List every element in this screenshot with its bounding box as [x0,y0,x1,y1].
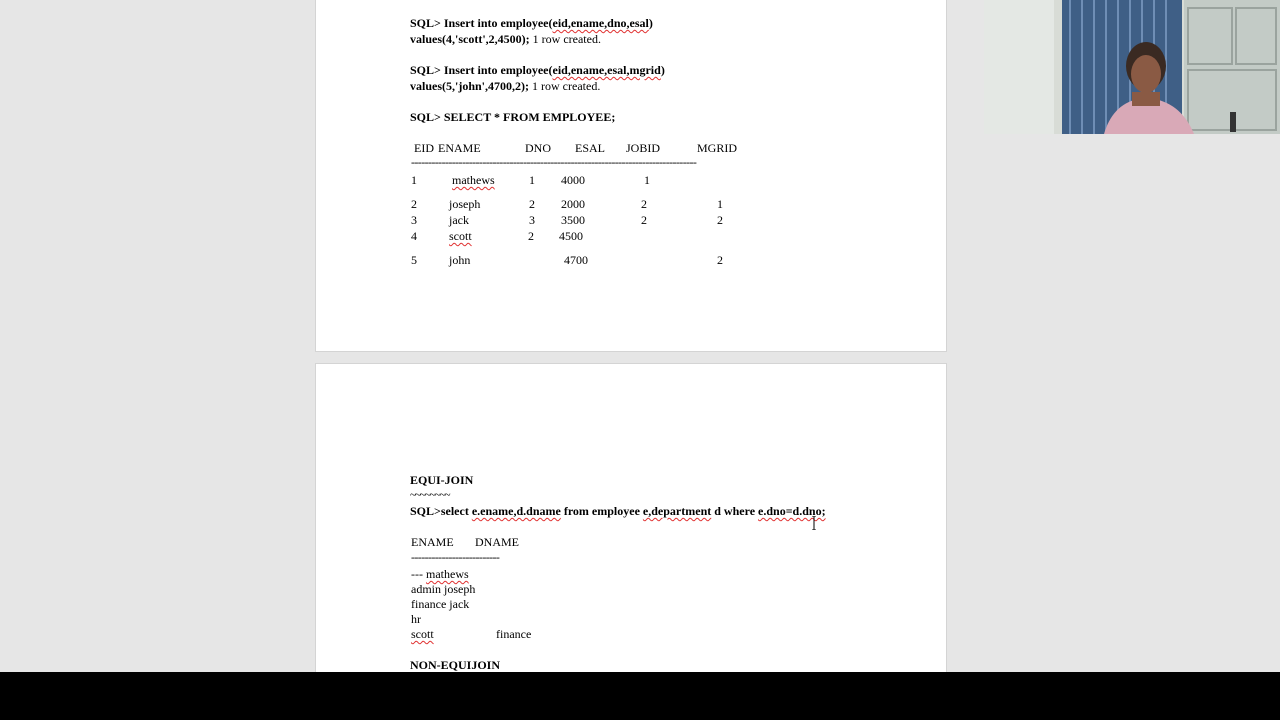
cell-jobid: 2 [641,213,647,227]
equijoin-heading: EQUI-JOIN [410,473,474,487]
webcam-frame-icon [984,0,1280,134]
result-row: admin joseph [411,582,476,596]
nonequijoin-heading: NON-EQUIJOIN [410,658,501,672]
insert-statement-1-line-1: SQL> Insert into employee(eid,ename,dno,esal) [410,16,653,30]
document-page-1 [315,0,947,352]
cell-esal: 4700 [564,253,588,267]
result-row: finance jack [411,597,470,611]
col-header-mgrid: MGRID [697,141,738,155]
cell-esal: 3500 [561,213,585,227]
cell-ename: jack [449,213,469,227]
insert-statement-2-line-1: SQL> Insert into employee(eid,ename,esal,mgrid) [410,63,665,77]
cell-esal: 4500 [559,229,583,243]
col-header-dno: DNO [525,141,551,155]
cell-eid: 2 [411,197,417,211]
cell-ename: joseph [449,197,481,211]
cell-mgrid: 2 [717,213,723,227]
cell-ename: mathews [452,173,495,187]
cell-dno: 2 [528,229,534,243]
cell-ename: john [449,253,471,267]
result-row-dname: finance [496,627,532,641]
cell-eid: 1 [411,173,417,187]
result-separator: -------------------------- [411,550,500,564]
result-header-dname: DNAME [475,535,519,549]
col-header-ename: ENAME [438,141,481,155]
cell-mgrid: 1 [717,197,723,211]
col-header-jobid: JOBID [626,141,661,155]
webcam-video [984,0,1280,134]
cell-eid: 3 [411,213,417,227]
ibeam-cursor-icon [812,516,816,530]
cell-esal: 4000 [561,173,585,187]
result-row: hr [411,612,421,626]
equijoin-query: SQL>select e.ename,d.dname from employee e,department d where e.dno=d.dno; [410,504,826,518]
insert-statement-1-line-2: values(4,'scott',2,4500); 1 row created. [410,32,601,46]
result-row: --- mathews [411,567,469,581]
cell-eid: 5 [411,253,417,267]
taskbar [0,672,1280,720]
cell-mgrid: 2 [717,253,723,267]
col-header-esal: ESAL [575,141,605,155]
cell-dno: 2 [529,197,535,211]
cell-eid: 4 [411,229,417,243]
col-header-eid: EID [414,141,434,155]
document-page-2 [315,363,947,683]
cell-jobid: 1 [644,173,650,187]
cell-dno: 1 [529,173,535,187]
cell-dno: 3 [529,213,535,227]
cell-esal: 2000 [561,197,585,211]
cell-jobid: 2 [641,197,647,211]
insert-statement-2-line-2: values(5,'john',4700,2); 1 row created. [410,79,601,93]
cell-ename: scott [449,229,472,243]
result-header-ename: ENAME [411,535,454,549]
table-separator: ------------------------------------------------------------------------------------ [411,155,697,169]
heading-underline: ~~~~~~~~ [410,489,450,501]
result-row: scott [411,627,434,641]
select-statement: SQL> SELECT * FROM EMPLOYEE; [410,110,616,124]
